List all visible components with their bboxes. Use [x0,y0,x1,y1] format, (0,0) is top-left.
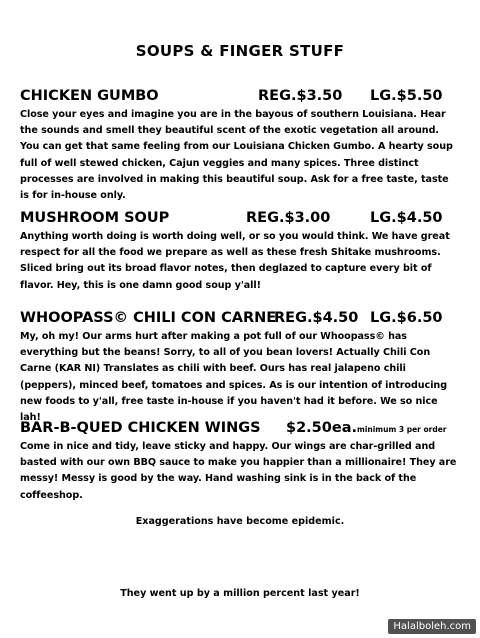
item-description: Close your eyes and imagine you are in the bayous of southern Louisiana. Hear the sounds and smell they beautiful scent of the exotic vegetation all around. You can get that same feeling from our Louisiana Chicken Gumbo. A hearty soup full of well stewed chicken, Cajun veggies and many spices. Three distinct processes are involved in making this beautiful soup. Ask for a free taste, taste is for in-house only. [20,109,453,202]
item-name: CHICKEN GUMBO [20,88,159,104]
item-lg-price: LG.$6.50 [370,310,443,326]
footnote-million-percent: They went up by a million percent last year! [120,588,360,599]
item-header [20,210,460,229]
menu-item-bbq-wings [20,420,460,504]
menu-item-chicken-gumbo [20,88,460,204]
watermark: Halalboleh.com [388,619,476,634]
item-header [20,420,460,439]
item-name: BAR-B-QUED CHICKEN WINGS [20,420,261,436]
item-header [20,310,460,329]
item-description: Anything worth doing is worth doing well, or so you would think. We have great respect for all the food we prepare as well as these fresh Shitake mushrooms. Sliced bring out its broad flavor notes, then deglazed to capture every bit of flavor. Hey, this is one damn good soup y'all! [20,231,450,291]
item-name: WHOOPASS© CHILI CON CARNE [20,310,277,326]
item-minimum-note: minimum 3 per order [357,425,447,434]
page-title: SOUPS & FINGER STUFF [135,42,345,60]
footnote-exaggerations: Exaggerations have become epidemic. [135,516,345,527]
item-reg-price: REG.$3.00 [246,210,331,226]
item-lg-price: LG.$4.50 [370,210,443,226]
item-header [20,88,460,107]
item-reg-price: REG.$3.50 [258,88,343,104]
item-description: My, oh my! Our arms hurt after making a pot full of our Whoopass© has everything but the beans! Sorry, to all of you bean lovers! Actually Chili Con Carne (KAR NI) Translates as chili with beef. Ours has real jalapeno chili (peppers), minced beef, tomatoes and spices. As is our intention of introducing new foods to y'all, free taste in-house if you haven't had it before. We so nice lah! [20,331,448,424]
item-description: Come in nice and tidy, leave sticky and happy. Our wings are char-grilled and basted with our own BBQ sauce to make you happier than a millionaire! They are messy! Messy is good by the way. Hand washing sink is in the back of the coffeeshop. [20,441,457,501]
item-reg-price: REG.$4.50 [274,310,359,326]
item-name: MUSHROOM SOUP [20,210,170,226]
item-price: $2.50ea. [286,420,357,436]
menu-item-mushroom-soup [20,210,460,294]
item-lg-price: LG.$5.50 [370,88,443,104]
menu-item-whoopass-chili [20,310,460,426]
